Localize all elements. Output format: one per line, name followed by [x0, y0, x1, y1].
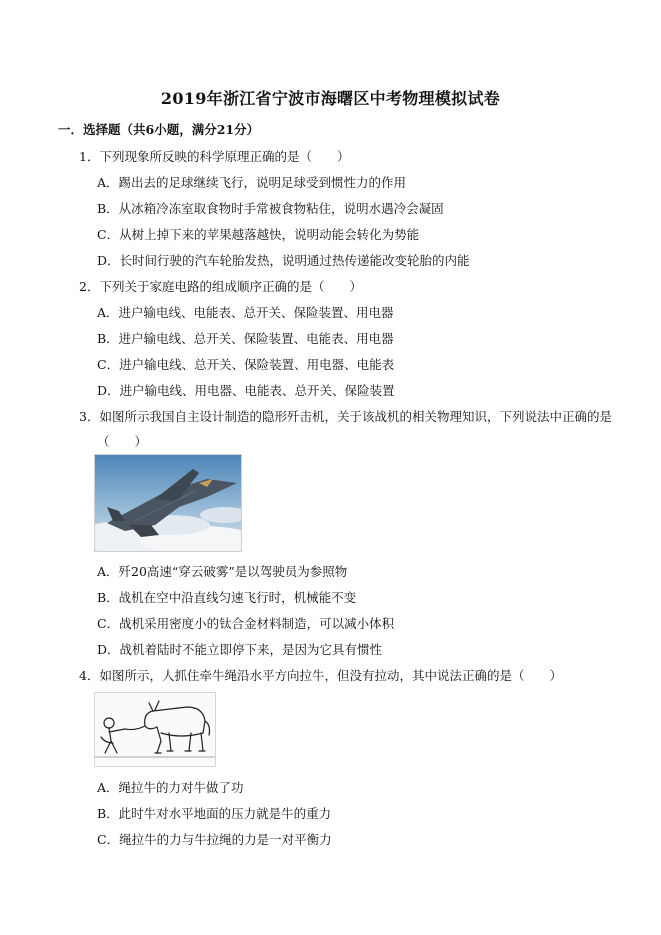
question-2-option-d: D．进户输电线、用电器、电能表、总开关、保险装置	[97, 383, 395, 398]
question-4-stem: 4．如图所示，人抓住牵牛绳沿水平方向拉牛，但没有拉动，其中说法正确的是（ ）	[79, 668, 562, 683]
section-heading: 一．选择题（共6小题，满分21分）	[58, 122, 260, 137]
question-3-option-b: B．战机在空中沿直线匀速飞行时，机械能不变	[97, 590, 357, 605]
question-1-stem: 1．下列现象所反映的科学原理正确的是（ ）	[79, 149, 350, 164]
question-3-option-d: D．战机着陆时不能立即停下来，是因为它具有惯性	[97, 642, 383, 657]
question-1-option-c: C．从树上掉下来的苹果越落越快，说明动能会转化为势能	[97, 227, 420, 242]
question-1-option-a: A．踢出去的足球继续飞行，说明足球受到惯性力的作用	[97, 175, 407, 190]
question-2-option-b: B．进户输电线、总开关、保险装置、电能表、用电器	[97, 331, 394, 346]
question-2-stem: 2．下列关于家庭电路的组成顺序正确的是（ ）	[79, 279, 362, 294]
question-4-option-c: C．绳拉牛的力与牛拉绳的力是一对平衡力	[97, 832, 332, 847]
stealth-fighter-figure	[94, 454, 242, 552]
question-3-stem-continuation: （ ）	[97, 434, 148, 449]
question-4-option-b: B．此时牛对水平地面的压力就是牛的重力	[97, 806, 332, 821]
question-3-stem: 3．如图所示我国自主设计制造的隐形歼击机，关于该战机的相关物理知识，下列说法中正确的是	[79, 409, 612, 424]
question-1-option-d: D．长时间行驶的汽车轮胎发热，说明通过热传递能改变轮胎的内能	[97, 253, 470, 268]
question-4-option-a: A．绳拉牛的力对牛做了功	[97, 780, 244, 795]
question-2-option-c: C．进户输电线、总开关、保险装置、用电器、电能表	[97, 357, 395, 372]
question-3-option-a: A．歼20高速“穿云破雾”是以驾驶员为参照物	[97, 564, 348, 579]
question-1-option-b: B．从冰箱冷冻室取食物时手常被食物粘住，说明水遇冷会凝固	[97, 201, 444, 216]
question-2-option-a: A．进户输电线、电能表、总开关、保险装置、用电器	[97, 305, 394, 320]
question-3-option-c: C．战机采用密度小的钛合金材料制造，可以减小体积	[97, 616, 395, 631]
ox-pulling-figure	[94, 692, 216, 767]
page-title: 2019年浙江省宁波市海曙区中考物理模拟试卷	[160, 89, 501, 108]
